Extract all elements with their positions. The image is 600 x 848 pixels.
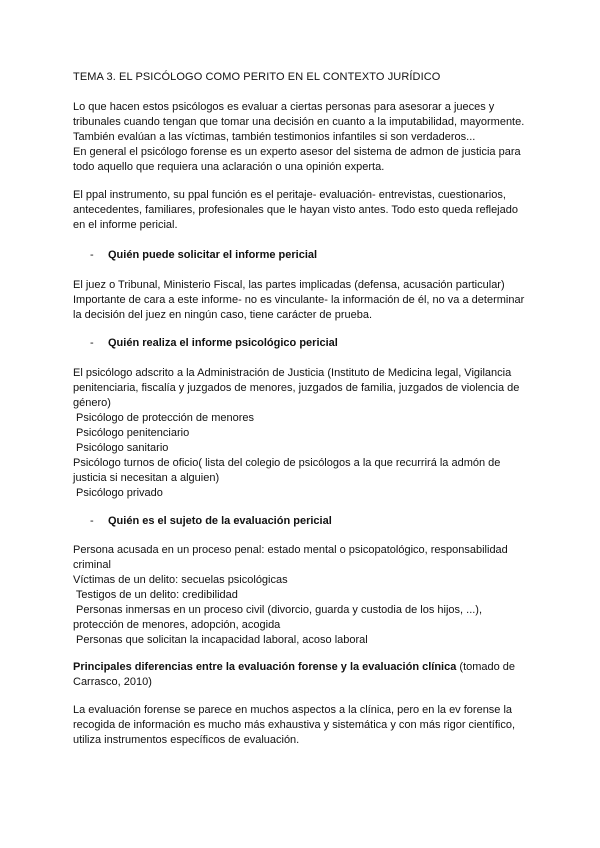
intro-line: En general el psicólogo forense es un experto asesor del sistema de admon de justicia para	[73, 146, 521, 158]
section-line: protección de menores, adopción, acogida	[73, 619, 281, 631]
section-line: Psicólogo privado	[73, 487, 163, 499]
section-body-sujeto	[73, 543, 543, 648]
section-line: Personas inmersas en un proceso civil (divorcio, guarda y custodia de los hijos, ...),	[73, 604, 483, 616]
intro-line: todo aquello que requiera una aclaración o una opinión experta.	[73, 161, 385, 173]
section-body-realiza	[73, 366, 543, 501]
bullet-dash: -	[90, 515, 94, 527]
section-line: Psicólogo sanitario	[73, 442, 169, 454]
intro-line: También evalúan a las víctimas, también testimonios infantiles si son verdaderos...	[73, 131, 476, 143]
instrument-paragraph	[73, 188, 543, 233]
section-line: penitenciaria, fiscalía y juzgados de menores, juzgados de familia, juzgados de violencia de	[73, 382, 520, 394]
section-line: justicia si necesitan a alguien)	[73, 472, 220, 484]
section-line: la decisión del juez en ningún caso, tiene carácter de prueba.	[73, 309, 373, 321]
differences-line: La evaluación forense se parece en muchos aspectos a la clínica, pero en la ev forense la	[73, 704, 513, 716]
section-line: Personas que solicitan la incapacidad laboral, acoso laboral	[73, 634, 368, 646]
section-line: criminal	[73, 559, 111, 571]
section-line: Psicólogo turnos de oficio( lista del colegio de psicólogos a la que recurrirá la admón de	[73, 457, 501, 469]
differences-heading-bold: Principales diferencias entre la evaluación forense y la evaluación clínica	[73, 661, 457, 673]
section-line: género)	[73, 397, 111, 409]
section-heading-realiza	[90, 336, 338, 351]
section-line: El juez o Tribunal, Ministerio Fiscal, las partes implicadas (defensa, acusación particular)	[73, 279, 505, 291]
instrument-line: en el informe pericial.	[73, 219, 178, 231]
section-line: El psicólogo adscrito a la Administración de Justicia (Instituto de Medicina legal, Vigilancia	[73, 367, 512, 379]
section-heading-sujeto	[90, 514, 332, 529]
section-heading-text: Quién puede solicitar el informe pericial	[108, 249, 318, 261]
intro-line: tribunales cuando tengan que tomar una decisión en cuanto a la imputabilidad, mayormente.	[73, 116, 525, 128]
section-line: Víctimas de un delito: secuelas psicológicas	[73, 574, 288, 586]
section-body-solicitar	[73, 278, 543, 323]
section-heading-text: Quién es el sujeto de la evaluación pericial	[108, 515, 332, 527]
differences-heading-line2: Carrasco, 2010)	[73, 676, 152, 688]
differences-line: recogida de información es mucho más exhaustiva y sistemática y con más rigor científico,	[73, 719, 516, 731]
intro-line: Lo que hacen estos psicólogos es evaluar a ciertas personas para asesorar a jueces y	[73, 101, 495, 113]
section-line: Testigos de un delito: credibilidad	[73, 589, 238, 601]
section-line: Importante de cara a este informe- no es vinculante- la información de él, no va a determinar	[73, 294, 525, 306]
bullet-dash: -	[90, 337, 94, 349]
intro-paragraph	[73, 100, 543, 175]
section-heading-text: Quién realiza el informe psicológico pericial	[108, 337, 338, 349]
instrument-line: antecedentes, familiares, profesionales que le hayan visto antes. Todo esto queda reflejado	[73, 204, 518, 216]
differences-body	[73, 703, 543, 748]
section-line: Psicólogo de protección de menores	[73, 412, 254, 424]
section-line: Persona acusada en un proceso penal: estado mental o psicopatológico, responsabilidad	[73, 544, 508, 556]
differences-heading-normal: (tomado de	[456, 661, 516, 673]
bullet-dash: -	[90, 249, 94, 261]
section-line: Psicólogo penitenciario	[73, 427, 190, 439]
page-title: TEMA 3. EL PSICÓLOGO COMO PERITO EN EL CONTEXTO JURÍDICO	[73, 71, 441, 83]
differences-heading	[73, 660, 543, 690]
section-heading-solicitar	[90, 248, 317, 263]
differences-line: utiliza instrumentos específicos de evaluación.	[73, 734, 300, 746]
instrument-line: El ppal instrumento, su ppal función es el peritaje- evaluación- entrevistas, cuestionarios,	[73, 189, 506, 201]
